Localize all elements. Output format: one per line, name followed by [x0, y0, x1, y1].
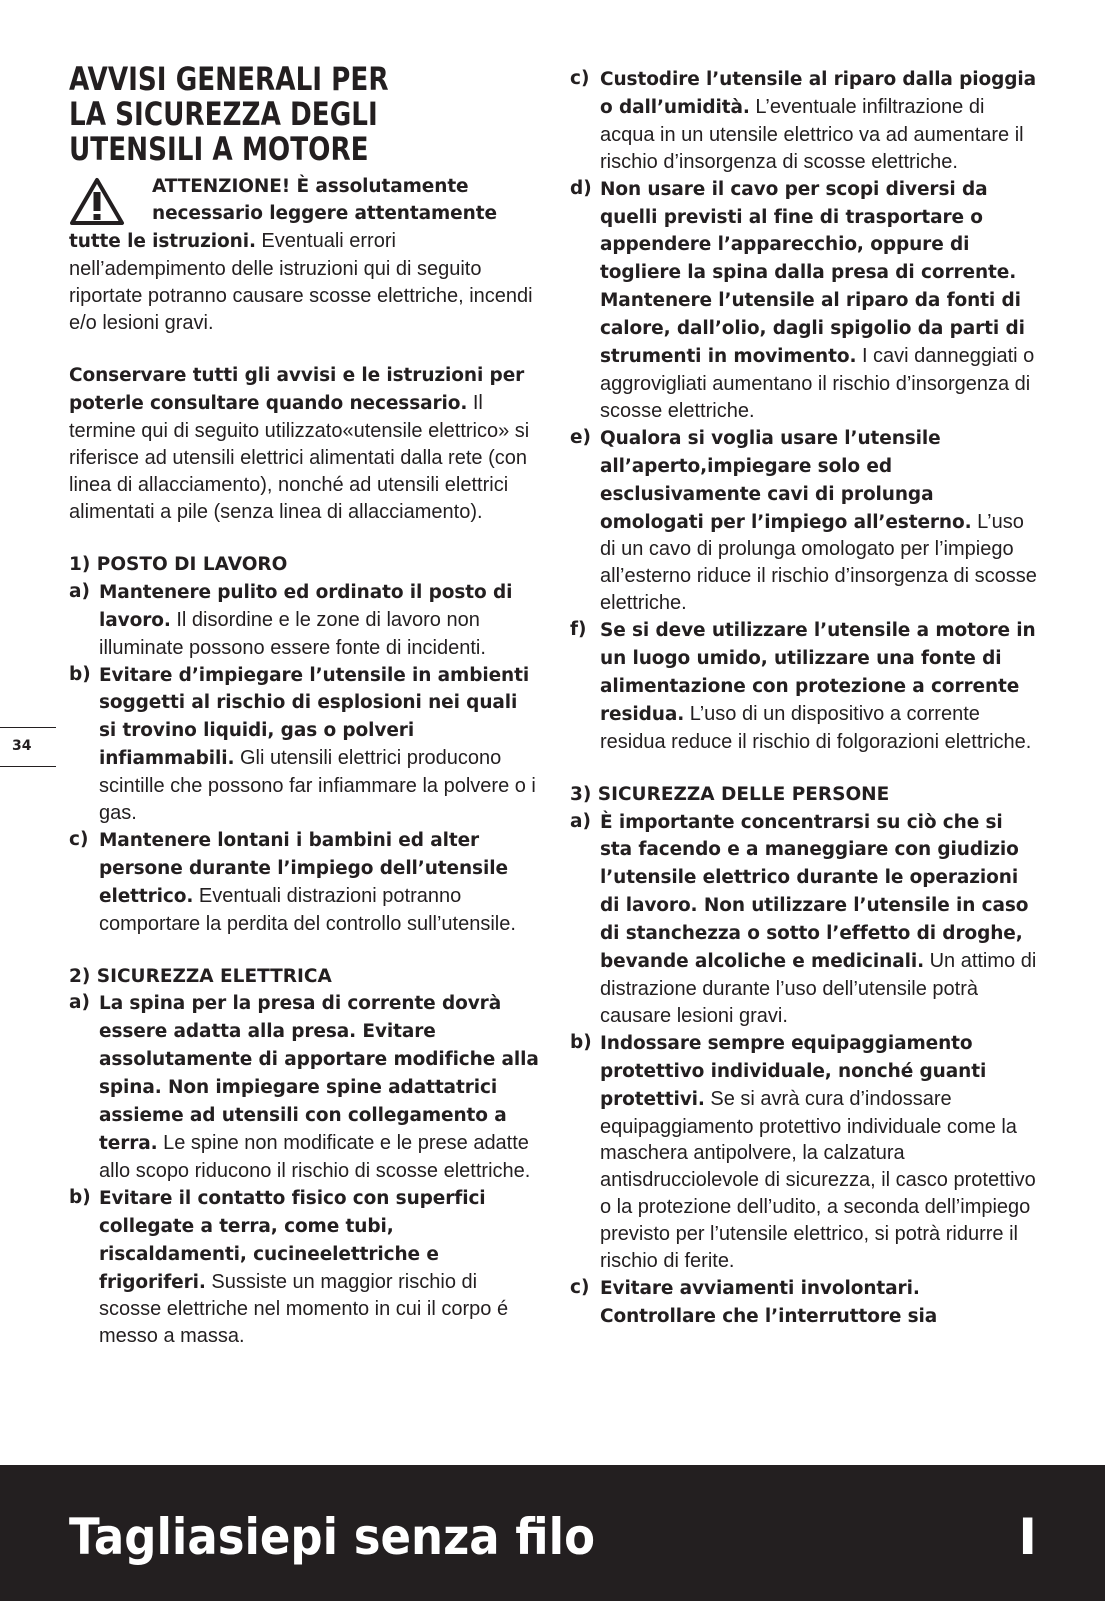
left-column — [69, 62, 539, 1350]
section-title-posto-di-lavoro: 1) POSTO DI LAVORO — [69, 553, 288, 575]
title-line-3: UTENSILI A MOTORE — [69, 130, 369, 168]
footer-title: Tagliasiepi senza filo — [69, 1508, 595, 1566]
warning-bold-tail: tutte le istruzioni. — [69, 230, 256, 252]
list-item: b) Evitare il contatto fisico con superfici collegate a terra, come tubi, riscaldamenti, cucineelettriche e frigoriferi. Sussiste un maggior rischio di scosse elettriche nel momento in cui il corpo é messo a massa. — [69, 1186, 509, 1348]
list-item: d) Non usare il cavo per scopi diversi da quelli previsti al fine di trasportare o appendere l’apparecchio, oppure di togliere la spina dalla presa di corrente. Mantenere l’utensile al riparo da fonti di calore, dall’olio, dagli spigolio da parti di strumenti in movimento. I cavi danneggiati o aggrovigliati aumentano il rischio d’insorgenza di scosse elettriche. — [570, 177, 1035, 422]
list-item: b) Evitare d’impiegare l’utensile in ambienti soggetti al rischio di esplosioni nei quali si trovino liquidi, gas o polveri infiammabili. Gli utensili elettrici producono scintille che possono far infiammare la polvere o i gas. — [69, 663, 536, 825]
list-item: c) Custodire l’utensile al riparo dalla pioggia o dall’umidità. L’eventuale infiltrazione di acqua in un utensile elettrico va ad aumentare il rischio d’insorgenza di scosse elettriche. — [570, 68, 1037, 173]
footer-language-code: I — [1018, 1508, 1037, 1566]
warning-line-1: ATTENZIONE! È assolutamente — [152, 176, 469, 197]
warning-block — [69, 174, 539, 336]
section-title-sicurezza-persone: 3) SICUREZZA DELLE PERSONE — [570, 783, 890, 805]
list-item: a) È importante concentrarsi su ciò che si sta facendo e a maneggiare con giudizio l’utensile elettrico durante le operazioni di lavoro. Non utilizzare l’utensile in caso di stanchezza o sotto l’effetto di droghe, bevande alcoliche e medicinali. Un attimo di distrazione durante l’uso dell’utensile potrà causare lesioni gravi. — [570, 810, 1037, 1027]
title-line-2: LA SICUREZZA DEGLI — [69, 95, 378, 133]
warning-text: Eventuali errori nell’adempimento delle istruzioni qui di seguito riportate potranno causare scosse elettriche, incendi e/o lesioni gravi. — [69, 229, 533, 334]
list-item: f) Se si deve utilizzare l’utensile a motore in un luogo umido, utilizzare una fonte di alimentazione con protezione a corrente residua. L’uso di un dispositivo a corrente residua reduce il rischio di folgorazioni elettriche. — [570, 619, 1036, 753]
list-item: a) Mantenere pulito ed ordinato il posto di lavoro. Il disordine e le zone di lavoro non illuminate possono essere fonte di incidenti. — [69, 580, 513, 659]
list-item: e) Qualora si voglia usare l’utensile all’aperto,impiegare solo ed esclusivamente cavi di prolunga omologati per l’impiego all’esterno. L’uso di un cavo di prolunga omologato per l’impiego all’esterno riduce il rischio d’insorgenza di scosse elettriche. — [570, 426, 1037, 615]
list-item: c) Evitare avviamenti involontari. Controllare che l’interruttore sia — [570, 1276, 938, 1327]
footer-bar — [0, 1465, 1105, 1601]
keep-instructions — [69, 362, 539, 525]
list-item: a) La spina per la presa di corrente dovrà essere adatta alla presa. Evitare assolutamente di apportare modifiche alla spina. Non impiegare spine adattatrici assieme ad utensili con collegamento a terra. Le spine non modificate e le prese adatte allo scopo riducono il rischio di scosse elettriche. — [69, 992, 539, 1182]
list-item: b) Indossare sempre equipaggiamento protettivo individuale, nonché guanti protettivi. Se si avrà cura d’indossare equipaggiamento protettivo individuale come la maschera antipolvere, la calzatura antisdrucciolevole di sicurezza, il casco protettivo o la protezione dell’udito, a seconda dell’impiego previsto per l’utensile elettrico, si potrà ridurre il rischio di ferite. — [570, 1031, 1036, 1273]
page-number: 34 — [0, 727, 56, 767]
right-column — [570, 66, 1040, 1331]
keep-text: Il termine qui di seguito utilizzato«utensile elettrico» si riferisce ad utensili elettrici alimentati dalla rete (con linea di allacciamento), nonché ad utensili elettrici alimentati a pile (senza linea di allacciamento). — [69, 392, 530, 523]
page-title — [69, 62, 528, 167]
title-line-1: AVVISI GENERALI PER — [69, 60, 389, 98]
section-title-sicurezza-elettrica: 2) SICUREZZA ELETTRICA — [69, 965, 332, 987]
warning-line-2: necessario leggere attentamente — [152, 202, 497, 224]
list-item: c) Mantenere lontani i bambini ed alter persone durante l’impiego dell’utensile elettrico. Eventuali distrazioni potranno comportare la perdita del controllo sull’utensile. — [69, 828, 516, 935]
keep-bold: Conservare tutti gli avvisi e le istruzioni per poterle consultare quando necessario. — [69, 365, 525, 415]
warning-triangle-icon — [69, 177, 125, 227]
